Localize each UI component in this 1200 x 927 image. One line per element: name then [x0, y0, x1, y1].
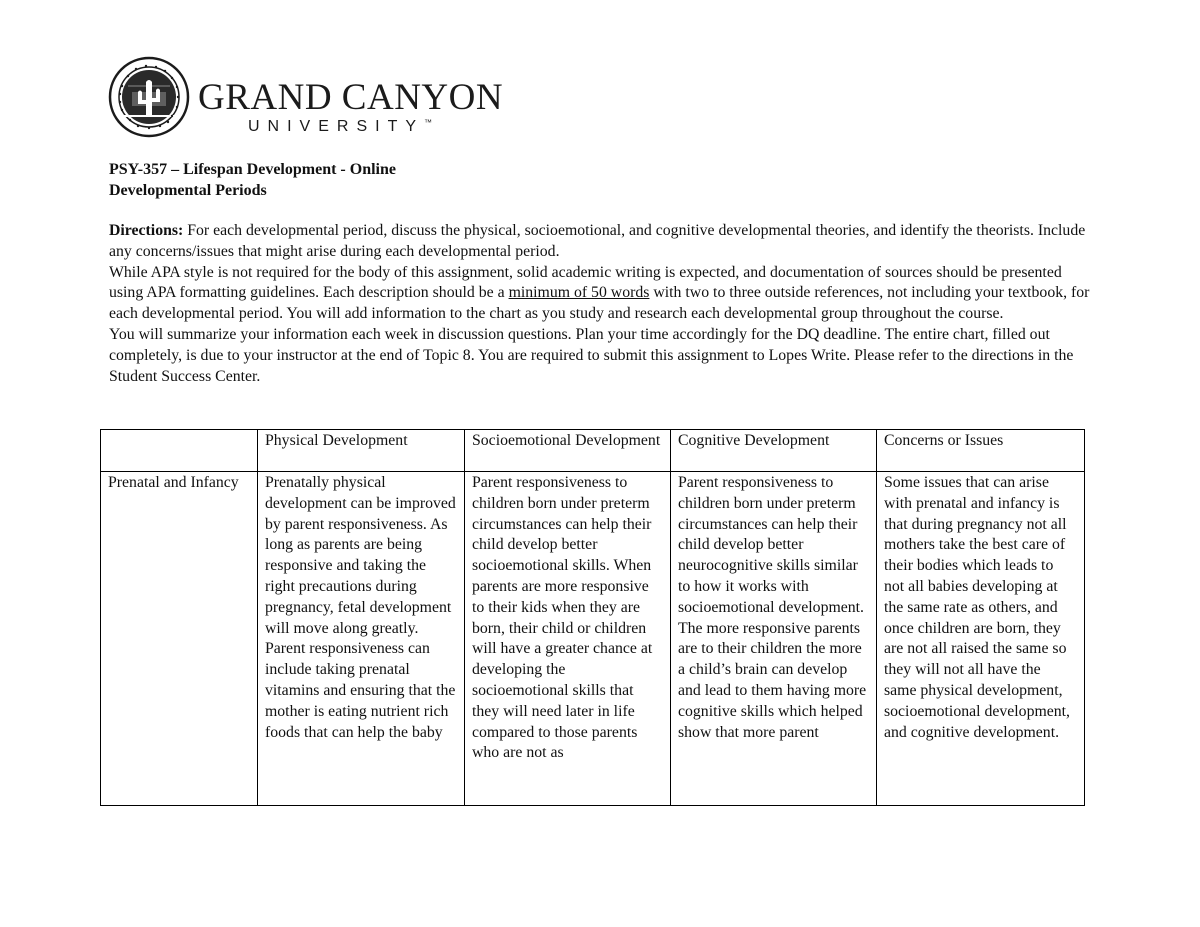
- logo-wordmark-sub: [248, 118, 432, 136]
- directions-block: [109, 221, 1094, 387]
- developmental-periods-table: [100, 429, 1085, 806]
- logo-wordmark: GRAND CANYON: [198, 77, 504, 118]
- period-text: Prenatal and Infancy: [108, 474, 239, 491]
- header-cell-socioemotional: Socioemotional Development: [465, 430, 671, 472]
- directions-paragraph-3: [109, 325, 1094, 387]
- socioemotional-cell: [465, 472, 671, 806]
- period-cell: [101, 472, 258, 806]
- header-cell-period: [101, 430, 258, 472]
- socioemotional-text: Parent responsiveness to children born under preterm circumstances can help their child develop better socioemotional skills. When parents are more responsive to their kids when they are born, their child or children will have a greater chance at developing the socioemotional skills that they will need later in life compared to those parents who are not as: [472, 474, 653, 762]
- directions-text-1: For each developmental period, discuss the physical, socioemotional, and cognitive developmental theories, and identify the theorists. Include any concerns/issues that might arise during each developmental period.: [109, 222, 1086, 260]
- university-seal-icon: [108, 56, 190, 138]
- table-header-row: [101, 430, 1085, 472]
- header-cell-physical: Physical Development: [258, 430, 465, 472]
- directions-text-2b: with two to three outside references, not including your textbook, for each developmental period. You will add information to the chart as you study and research each developmental group throughout the course.: [109, 284, 1090, 323]
- directions-text-2a: While APA style is not required for the body of this assignment, solid academic writing is expected, and documentation of sources should be presented using APA formatting guidelines. Each description should be a: [109, 263, 1062, 302]
- course-title: PSY-357 – Lifespan Development - Online: [109, 161, 396, 178]
- header-cell-concerns: Concerns or Issues: [877, 430, 1085, 472]
- cognitive-text: Parent responsiveness to children born under preterm circumstances can help their child develop better neurocognitive skills similar to how it works with socioemotional development. The more responsive parents are to their children the more a child’s brain can develop and lead to them having more cognitive skills which helped show that more parent: [678, 474, 867, 741]
- directions-paragraph-1: [109, 221, 1094, 263]
- assignment-title: Developmental Periods: [109, 182, 267, 199]
- concerns-cell: [877, 472, 1085, 806]
- physical-cell: [258, 472, 465, 806]
- directions-label: Directions:: [109, 222, 184, 239]
- table-row: [101, 472, 1085, 806]
- physical-text: Prenatally physical development can be improved by parent responsiveness. As long as parents are being responsive and taking the right precautions during pregnancy, fetal development will move along greatly. Parent responsiveness can include taking prenatal vitamins and ensuring that the mother is eating nutrient rich foods that can help the baby: [265, 474, 456, 741]
- university-logo: [108, 56, 504, 140]
- directions-paragraph-2: [109, 263, 1094, 325]
- cognitive-cell: [671, 472, 877, 806]
- trademark-symbol: ™: [424, 118, 433, 127]
- minimum-words-emphasis: minimum of 50 words: [508, 284, 650, 302]
- directions-text-3: You will summarize your information each week in discussion questions. Plan your time accordingly for the DQ deadline. The entire chart, filled out completely, is due to your instructor at the end of Topic 8. You are required to submit this assignment to Lopes Write. Please refer to the directions in the Student Success Center.: [109, 325, 1074, 385]
- logo-university-text: UNIVERSITY: [248, 118, 425, 135]
- concerns-text: Some issues that can arise with prenatal and infancy is that during pregnancy not all mothers take the best care of their bodies which leads to not all babies developing at the same rate as others, and once children are born, they are not all raised the same so they will not all have the same physical development, socioemotional development, and cognitive development.: [884, 474, 1071, 741]
- header-cell-cognitive: Cognitive Development: [671, 430, 877, 472]
